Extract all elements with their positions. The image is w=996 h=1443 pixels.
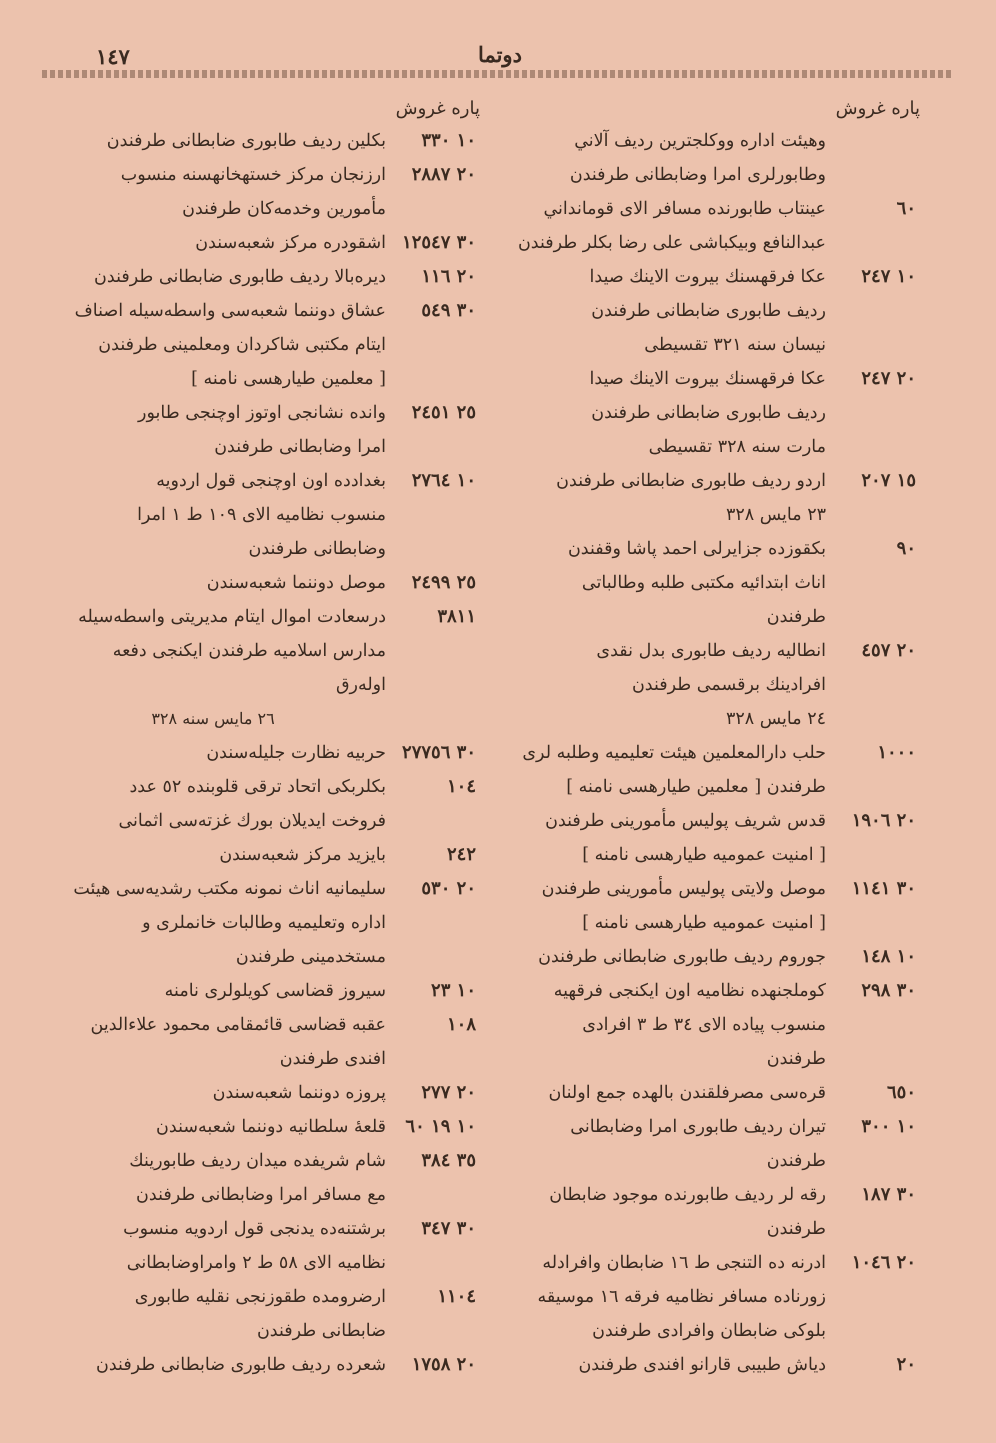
entry-description [40, 1212, 386, 1280]
description-line: رديف طابوری ضابطانی طرفندن [591, 403, 826, 423]
entry-amount: ٣٠ ٣٤٧ [421, 1218, 476, 1239]
entry-description [512, 1178, 826, 1246]
ledger-entry [40, 1008, 480, 1076]
ledger-entry [512, 464, 920, 532]
entry-description [512, 634, 826, 736]
ledger-entry [512, 634, 920, 736]
description-line: دياش طبيبی قارانو افندی طرفندن [578, 1355, 826, 1375]
entry-amount: ٢٠ ٢٤٧ [861, 368, 916, 389]
ledger-entry [512, 362, 920, 464]
description-line: قره‌سی مصرفلقندن بالهده جمع اولنان [548, 1083, 826, 1103]
description-line: رديف طابوری ضابطانی طرفندن [591, 301, 826, 321]
entry-amount: ٣٠ ٢٧٧٥٦ [402, 742, 476, 763]
ledger-entry [512, 1076, 920, 1110]
entry-description [40, 736, 386, 770]
description-line: شعرده رديف طابوری ضابطانی طرفندن [96, 1355, 386, 1375]
description-line: اشقودره مركز شعبه‌سندن [195, 233, 386, 253]
description-line: طرفندن [766, 1151, 826, 1171]
description-line: برشتنه‌ده يدنجی قول اردويه منسوب [123, 1219, 386, 1239]
entry-description [512, 124, 826, 192]
ledger-entry [40, 770, 480, 838]
ledger-entry [512, 192, 920, 260]
entry-amount: ٢٠ ١١٦ [421, 266, 476, 287]
entry-description [512, 1246, 826, 1348]
ledger-entry [512, 124, 920, 192]
entry-amount: ٢٠ ٢٨٨٧ [411, 164, 476, 185]
entry-description [512, 940, 826, 974]
entry-amount: ١٠ ٣٣٠ [421, 130, 476, 151]
entry-amount: ٢٠ ٤٥٧ [861, 640, 916, 661]
entry-amount: ١٠٤ [446, 776, 476, 797]
description-line: اناث ابتدائيه مكتبی طلبه وطالباتی [581, 573, 826, 593]
entry-description [40, 770, 386, 838]
description-line: بغدادده اون اوچنجی قول اردويه [156, 471, 386, 491]
ledger-entry [512, 1246, 920, 1348]
description-line: بكلربكی اتحاد ترقی قلوبنده ٥٢ عدد [129, 777, 386, 797]
ledger-entry [512, 736, 920, 804]
ledger-entry [40, 1144, 480, 1212]
description-line: وانده نشانجی اوتوز اوچنجی طابور [138, 403, 386, 423]
description-line: بايزيد مركز شعبه‌سندن [219, 845, 386, 865]
description-line: عكا فرقهسنك بيروت الاينك صيدا [589, 369, 826, 389]
entry-description [40, 124, 386, 158]
entry-description [40, 1076, 386, 1110]
entry-amount: ٦٠ [896, 198, 916, 219]
description-line: درسعادت اموال ايتام مديريتی واسطه‌سيله [78, 607, 386, 627]
entry-amount: ١١٠٤ [437, 1286, 476, 1307]
entry-description [512, 362, 826, 464]
entry-description [40, 1008, 386, 1076]
description-line: طرفندن [766, 1049, 826, 1069]
entry-amount: ٢٠ ١٩٠٦ [851, 810, 916, 831]
description-line: عينتاب طابورنده مسافر الای قومانداني [543, 199, 826, 219]
ledger-entry [40, 736, 480, 770]
description-line: افندی طرفندن [279, 1049, 386, 1069]
description-line: طرفندن [766, 607, 826, 627]
entry-amount: ٢٠ ١٠٤٦ [851, 1252, 916, 1273]
entry-amount: ١٠ ٢٣ [431, 980, 476, 1001]
entry-description [512, 1076, 826, 1110]
description-line: شام شريفده ميدان رديف طابورينك [129, 1151, 386, 1171]
entry-description [40, 158, 386, 226]
entry-description [512, 736, 826, 804]
ledger-entry [40, 872, 480, 974]
ledger-entry [40, 226, 480, 260]
ledger-entry [40, 1348, 480, 1382]
ledger-entry [40, 600, 480, 702]
right-column [512, 94, 920, 1382]
entry-amount: ٣٠ ١٨٧ [861, 1184, 916, 1205]
ledger-entry [40, 124, 480, 158]
description-line: افرادينك برقسمی طرفندن [631, 675, 826, 695]
description-line: طرفندن [ معلمين طيارهسی نامنه ] [566, 777, 826, 797]
ledger-entry [512, 1178, 920, 1246]
description-line: ارضرومده طقوزنجی نقليه طابوری [134, 1287, 386, 1307]
ledger-entry [512, 1110, 920, 1178]
entry-amount: ٢٠ ٥٣٠ [421, 878, 476, 899]
left-column [40, 94, 480, 1382]
ledger-entry [40, 396, 480, 464]
column-header: پاره غروش [835, 98, 920, 119]
description-line: حربيه نظارت جليله‌سندن [206, 743, 386, 763]
description-line: بكقوزده جزايرلی احمد پاشا وقفندن [567, 539, 826, 559]
entry-description [40, 600, 386, 702]
description-line: ارزنجان مركز خستهخانهسنه منسوب [120, 165, 386, 185]
ledger-entry [40, 464, 480, 566]
ledger-entry [40, 1110, 480, 1144]
entry-amount: ١٥ ٢٠٧ [861, 470, 916, 491]
description-line: ايتام مكتبی شاكردان ومعلمينی طرفندن [98, 335, 386, 355]
entry-amount: ٣٠ ١١٤١ [851, 878, 916, 899]
description-line: موصل دوننما شعبه‌سندن [206, 573, 386, 593]
ledger-entry [40, 294, 480, 396]
description-line: وضابطانی طرفندن [248, 539, 386, 559]
description-line: مع مسافر امرا وضابطانی طرفندن [136, 1185, 386, 1205]
description-line: فروخت ايديلان بورك غزته‌سی اثمانی [118, 811, 386, 831]
entry-description [40, 1348, 386, 1382]
entry-amount: ٢٤٢ [446, 844, 476, 865]
description-line: مستخدمينی طرفندن [235, 947, 386, 967]
entry-description [40, 872, 386, 974]
entry-date: ٢٦ مايس سنه ٣٢٨ [151, 709, 275, 728]
ledger-entry [40, 974, 480, 1008]
description-line: انطاليه رديف طابوری بدل نقدی [596, 641, 826, 661]
description-line: سيروز قضاسی كويلولری نامنه [164, 981, 386, 1001]
entry-amount: ٣٨١١ [437, 606, 476, 627]
entry-description [40, 1110, 386, 1144]
description-line: وهيئت اداره ووكلجترين رديف آلاني [574, 131, 826, 151]
description-line: قلعهٔ سلطانيه دوننما شعبه‌سندن [156, 1117, 386, 1137]
description-line: [ معلمين طيارهسی نامنه ] [191, 369, 386, 389]
description-line: عبدالنافع وبيكباشی علی رضا بكلر طرفندن [517, 233, 826, 253]
description-line: حلب دارالمعلمين هيئت تعليميه وطلبه لری [522, 743, 826, 763]
ledger-entry [512, 804, 920, 872]
description-line: وطابورلری امرا وضابطانی طرفندن [569, 165, 826, 185]
description-line: ٢٣ مايس ٣٢٨ [725, 505, 826, 525]
description-line: نيسان سنه ٣٢١ تقسيطی [644, 335, 826, 355]
entry-amount: ١٠٨ [446, 1014, 476, 1035]
ledger-entry [512, 260, 920, 362]
description-line: نظاميه الای ٥٨ ط ٢ وامراوضابطانی [126, 1253, 386, 1273]
description-line: كوملجنهده نظاميه اون ايكنجی فرقهيه [553, 981, 826, 1001]
description-line: عقبه قضاسی قائمقامی محمود علاءالدين [90, 1015, 386, 1035]
description-line: ديره‌بالا رديف طابوری ضابطانی طرفندن [94, 267, 386, 287]
entry-description [40, 1280, 386, 1348]
page-number: ١٤٧ [96, 44, 130, 69]
entry-amount: ٣٥ ٣٨٤ [421, 1150, 476, 1171]
ledger-entry [512, 872, 920, 940]
entry-description [40, 566, 386, 600]
description-line: بلوكی ضابطان وافرادی طرفندن [592, 1321, 826, 1341]
description-line: اردو رديف طابوری ضابطانی طرفندن [556, 471, 826, 491]
description-line: ادرنه ده التنجی ط ١٦ ضابطان وافرادله [542, 1253, 826, 1273]
ledger-entry [40, 260, 480, 294]
entry-description [40, 226, 386, 260]
entry-amount: ٣٠ ١٢٥٤٧ [402, 232, 476, 253]
entry-amount: ٦٥٠ [886, 1082, 916, 1103]
description-line: عكا فرقهسنك بيروت الاينك صيدا [589, 267, 826, 287]
entry-description [512, 464, 826, 532]
entry-description [512, 532, 826, 634]
description-line: [ امنيت عموميه طيارهسی نامنه ] [582, 913, 826, 933]
entry-amount: ١٠ ٣٠٠ [861, 1116, 916, 1137]
entry-description [40, 464, 386, 566]
column-header: پاره غروش [395, 98, 480, 119]
entry-amount: ٢٠ ٢٧٧ [421, 1082, 476, 1103]
entry-amount: ١٠٠٠ [877, 742, 916, 763]
description-line: رقه لر رديف طابورنده موجود ضابطان [549, 1185, 826, 1205]
description-line: ٢٤ مايس ٣٢٨ [725, 709, 826, 729]
ledger-entry [40, 1212, 480, 1280]
entry-amount: ١٠ ١٤٨ [861, 946, 916, 967]
entry-description [40, 974, 386, 1008]
entry-description [40, 260, 386, 294]
entry-description [512, 974, 826, 1076]
description-line: اوله‌رق [335, 675, 386, 695]
description-line: ضابطانی طرفندن [256, 1321, 386, 1341]
entry-description [512, 260, 826, 362]
description-line: تيران رديف طابوری امرا وضابطانی [570, 1117, 826, 1137]
ledger-entry [40, 566, 480, 600]
ledger-entry [512, 940, 920, 974]
description-line: منسوب پياده الای ٣٤ ط ٣ افرادی [582, 1015, 826, 1035]
header-rule [42, 70, 954, 78]
description-line: منسوب نظاميه الای ١٠٩ ط ١ امرا [137, 505, 386, 525]
description-line: [ امنيت عموميه طيارهسی نامنه ] [582, 845, 826, 865]
ledger-entry [40, 1076, 480, 1110]
description-line: قدس شريف پوليس مأمورينی طرفندن [545, 811, 826, 831]
entry-description [512, 1348, 826, 1382]
entry-description [40, 396, 386, 464]
description-line: مدارس اسلاميه طرفندن ايكنجی دفعه [112, 641, 386, 661]
entry-description [40, 838, 386, 872]
ledger-entry [40, 158, 480, 226]
ledger-entry [40, 838, 480, 872]
entry-description [40, 1144, 386, 1212]
entry-amount: ١٠ ٢٤٧ [861, 266, 916, 287]
description-line: پروزه دوننما شعبه‌سندن [212, 1083, 386, 1103]
entry-amount: ٢٥ ٢٤٥١ [411, 402, 476, 423]
description-line: سليمانيه اناث نمونه مكتب رشديه‌سی هيئت [73, 879, 386, 899]
description-line: طرفندن [766, 1219, 826, 1239]
entry-description [40, 294, 386, 396]
entry-amount: ٢٠ [896, 1354, 916, 1375]
entry-amount: ٣٠ ٢٩٨ [861, 980, 916, 1001]
description-line: موصل ولايتی پوليس مأمورينی طرفندن [541, 879, 826, 899]
ledger-entry [512, 532, 920, 634]
description-line: بكلين رديف طابوری ضابطانی طرفندن [106, 131, 386, 151]
entry-amount: ١٠ ٢٧٦٤ [411, 470, 476, 491]
ledger-entry [512, 1348, 920, 1382]
entry-amount: ٣٠ ٥٤٩ [421, 300, 476, 321]
entry-amount: ٢٠ ١٧٥٨ [411, 1354, 476, 1375]
description-line: مأمورين وخدمه‌كان طرفندن [182, 199, 386, 219]
entry-amount: ٩٠ [896, 538, 916, 559]
running-title: دوتما [478, 42, 522, 67]
entry-amount: ٢٥ ٢٤٩٩ [411, 572, 476, 593]
ledger-entry [512, 974, 920, 1076]
description-line: اداره وتعليميه وطالبات خانملری و [142, 913, 386, 933]
entry-description [512, 192, 826, 260]
entry-amount: ١٠ ١٩ ٦٠ [405, 1116, 476, 1137]
entry-description [512, 804, 826, 872]
ledger-entry [40, 1280, 480, 1348]
description-line: عشاق دوننما شعبه‌سی واسطه‌سيله اصناف [74, 301, 386, 321]
description-line: مارت سنه ٣٢٨ تقسيطی [648, 437, 826, 457]
description-line: زورناده مسافر نظاميه فرقه ١٦ موسيقه [537, 1287, 826, 1307]
description-line: جوروم رديف طابوری ضابطانی طرفندن [538, 947, 826, 967]
description-line: امرا وضابطانی طرفندن [214, 437, 386, 457]
entry-description [512, 1110, 826, 1178]
entry-description [512, 872, 826, 940]
